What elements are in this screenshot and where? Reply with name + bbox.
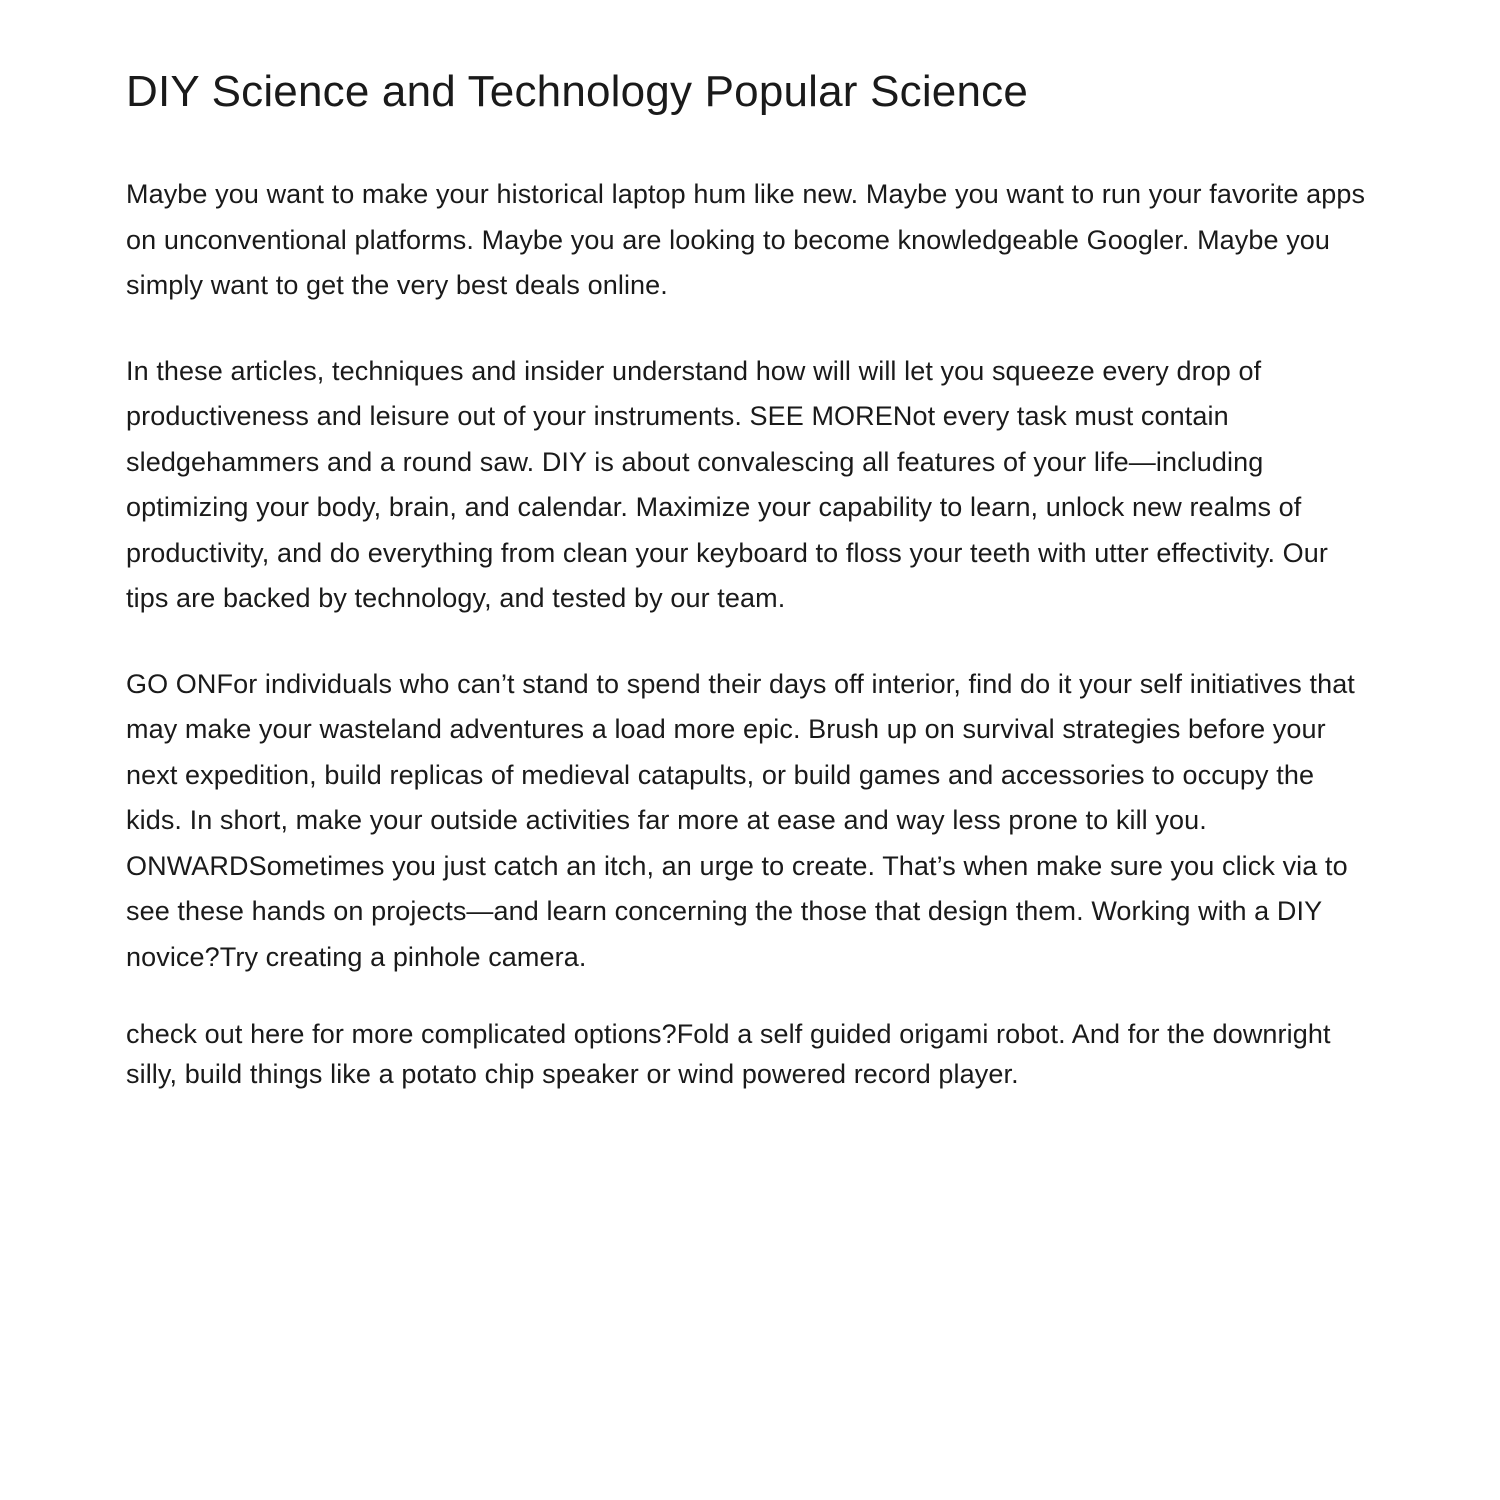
paragraph-1: Maybe you want to make your historical laptop hum like new. Maybe you want to run your favorite apps on unconventional platforms. Maybe you are looking to become knowledgeable Googler. Maybe you simply want to get the very best deals online. <box>126 179 1366 300</box>
document-page <box>126 64 1376 1094</box>
paragraph-3: GO ONFor individuals who can’t stand to spend their days off interior, find do it your self initiatives that may make your wasteland adventures a load more epic. Brush up on survival strategies before your next expedition, build replicas of medieval catapults, or build games and accessories to occupy the kids. In short, make your outside activities far more at ease and way less prone to kill you. ONWARDSometimes you just catch an itch, an urge to create. That’s when make sure you click via to see these hands on projects—and learn concerning the those that design them. Working with a DIY novice?Try creating a pinhole camera. <box>126 668 1355 972</box>
document-title: DIY Science and Technology Popular Science <box>126 67 1029 116</box>
paragraph-2: In these articles, techniques and insider understand how will will let you squeeze every drop of productiveness and leisure out of your instruments. SEE MORENot every task must contain sledgehammers and a round saw. DIY is about convalescing all features of your life—including optimizing your body, brain, and calendar. Maximize your capability to learn, unlock new realms of productivity, and do everything from clean your keyboard to floss your teeth with utter effectivity. Our tips are backed by technology, and tested by our team. <box>126 355 1328 613</box>
paragraph-4: check out here for more complicated options?Fold a self guided origami robot. And for the downright silly, build things like a potato chip speaker or wind powered record player. <box>126 1019 1331 1089</box>
